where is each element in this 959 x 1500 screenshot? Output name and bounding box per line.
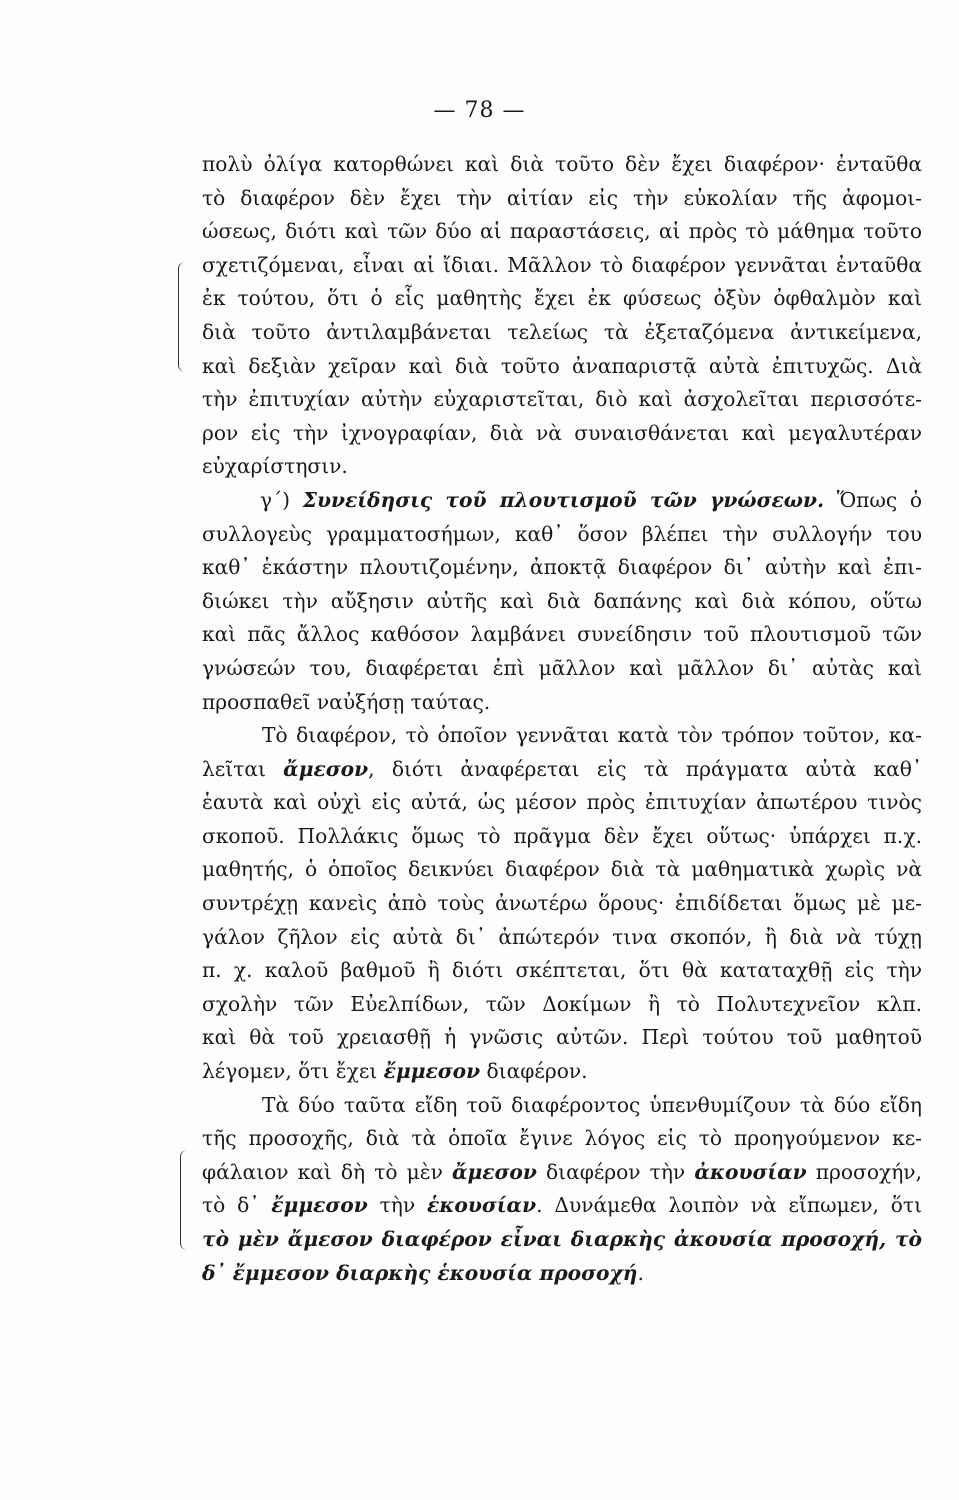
text-line: ρον εἰς τὴν ἰχνογραφίαν, διὰ νὰ συναισθάνεται καὶ μεγαλυτέραν <box>202 420 922 445</box>
text-line: γάλον ζῆλον εἰς αὐτὰ δι᾽ ἀπώτερόν τινα σκοπόν, ἢ διὰ νὰ τύχῃ <box>202 924 922 949</box>
text-line: τὴν ἐπιτυχίαν αὐτὴν εὐχαριστεῖται, διὸ καὶ ἀσχολεῖται περισσότε- <box>202 387 922 412</box>
emphasis-term: ἄμεσον <box>451 1159 537 1184</box>
text-line: σχετιζόμεναι, εἶναι αἱ ἴδιαι. Μᾶλλον τὸ διαφέρον γεννᾶται ἐνταῦθα <box>202 252 922 277</box>
text-line: σκοποῦ. Πολλάκις ὅμως τὸ πρᾶγμα δὲν ἔχει οὕτως· ὑπάρχει π.χ. <box>202 823 922 848</box>
text-line: καὶ πᾶς ἄλλος καθόσον λαμβάνει συνείδησιν τοῦ πλουτισμοῦ τῶν <box>202 622 922 647</box>
section-heading: Συνείδησις τοῦ πλουτισμοῦ τῶν γνώσεων. <box>302 487 825 512</box>
body-text <box>202 148 922 1290</box>
emphasis-line <box>202 1223 922 1257</box>
conclusion-text: τὸ μὲν ἄμεσον διαφέρον εἶναι διαρκὴς ἀκουσία προσοχή, τὸ <box>202 1227 922 1251</box>
text-line: διὰ τοῦτο ἀντιλαμβάνεται τελείως τὰ ἐξεταζόμενα ἀντικείμενα, <box>202 319 922 344</box>
text-line: καὶ θὰ τοῦ χρειασθῇ ἡ γνῶσις αὐτῶν. Περὶ τούτου τοῦ μαθητοῦ <box>202 1025 922 1050</box>
emphasis-term: ἑκουσίαν <box>427 1193 537 1218</box>
text-line: προσπαθεῖ ναὐξήσῃ ταύτας. <box>202 689 491 714</box>
conclusion-text: δ᾽ ἔμμεσον διαρκὴς ἑκουσία προσοχή <box>202 1260 638 1285</box>
text-line: καὶ δεξιὰν χεῖραν καὶ διὰ τοῦτο ἀναπαριστᾷ αὐτὰ ἐπιτυχῶς. Διὰ <box>202 353 922 378</box>
emphasis-term: ἀκουσίαν <box>694 1159 807 1184</box>
text-line: π. χ. καλοῦ βαθμοῦ ἢ διότι σκέπτεται, ὅτι θὰ καταταχθῇ εἰς τὴν <box>202 958 922 983</box>
page-number: — 78 — <box>433 98 526 123</box>
text-line: διώκει τὴν αὔξησιν αὐτῆς καὶ διὰ δαπάνης καὶ διὰ κόπου, οὕτω <box>202 588 922 613</box>
text-line: φάλαιον καὶ δὴ τὸ μὲν ἄμεσον διαφέρον τὴν ἀκουσίαν προσοχήν, <box>202 1159 922 1184</box>
text-line: τῆς προσοχῆς, διὰ τὰ ὁποῖα ἔγινε λόγος εἰς τὸ προηγούμενον κε- <box>202 1126 922 1151</box>
text-line: Τὸ διαφέρον, τὸ ὁποῖον γεννᾶται κατὰ τὸν τρόπον τοῦτον, κα- <box>262 723 922 748</box>
section-heading-line: γ´) Συνείδησις τοῦ πλουτισμοῦ τῶν γνώσεων. Ὅπως ὁ <box>260 487 922 512</box>
text-line: συντρέχῃ κανεὶς ἀπὸ τοὺς ἀνωτέρω ὅρους· ἐπιδίδεται ὅμως μὲ με- <box>202 891 922 916</box>
emphasis-term: ἔμμεσον <box>271 1193 368 1218</box>
text-line: πολὺ ὀλίγα κατορθώνει καὶ διὰ τοῦτο δὲν ἔχει διαφέρον· ἐνταῦθα <box>202 152 922 176</box>
emphasis-term: ἄμεσον <box>283 756 369 781</box>
text-line: Τὰ δύο ταῦτα εἴδη τοῦ διαφέροντος ὑπενθυμίζουν τὰ δύο εἴδη <box>262 1092 922 1117</box>
text-line: εὐχαρίστησιν. <box>202 454 348 479</box>
text-line: λέγομεν, ὅτι ἔχει ἔμμεσον διαφέρον. <box>202 1059 588 1084</box>
text-line: ἑαυτὰ καὶ οὐχὶ εἰς αὐτά, ὡς μέσον πρὸς ἐπιτυχίαν ἀπωτέρου τινὸς <box>202 790 922 815</box>
text-line: γνώσεών του, διαφέρεται ἐπὶ μᾶλλον καὶ μᾶλλον δι᾽ αὐτὰς καὶ <box>202 655 922 680</box>
emphasis-line: δ᾽ ἔμμεσον διαρκὴς ἑκουσία προσοχή. <box>202 1260 644 1285</box>
margin-pencil-bracket <box>178 262 185 372</box>
text-line: μαθητής, ὁ ὁποῖος δεικνύει διαφέρον διὰ τὰ μαθηματικὰ χωρὶς νὰ <box>202 857 922 882</box>
text-line: τὸ διαφέρον δὲν ἔχει τὴν αἰτίαν εἰς τὴν εὐκολίαν τῆς ἀφομοι- <box>202 185 922 210</box>
text-line: καθ᾽ ἑκάστην πλουτιζομένην, ἀποκτᾷ διαφέρον δι᾽ αὐτὴν καὶ ἐπι- <box>202 555 922 580</box>
text-line: τὸ δ᾽ ἔμμεσον τὴν ἑκουσίαν. Δυνάμεθα λοιπὸν νὰ εἴπωμεν, ὅτι <box>202 1193 922 1218</box>
emphasis-term: ἔμμεσον <box>383 1059 481 1084</box>
text-line: συλλογεὺς γραμματοσήμων, καθ᾽ ὅσον βλέπει τὴν συλλογήν του <box>202 521 922 546</box>
text-line: σχολὴν τῶν Εὐελπίδων, τῶν Δοκίμων ἢ τὸ Πολυτεχνεῖον κλπ. <box>202 991 922 1016</box>
margin-pencil-bracket <box>180 1150 187 1250</box>
text-line: ώσεως, διότι καὶ τῶν δύο αἱ παραστάσεις, αἱ πρὸς τὸ μάθημα τοῦτο <box>202 219 922 244</box>
text-line: ἐκ τούτου, ὅτι ὁ εἷς μαθητὴς ἔχει ἐκ φύσεως ὀξὺν ὀφθαλμὸν καὶ <box>202 286 922 311</box>
text-line: λεῖται ἄμεσον, διότι ἀναφέρεται εἰς τὰ πράγματα αὐτὰ καθ᾽ <box>202 756 922 781</box>
